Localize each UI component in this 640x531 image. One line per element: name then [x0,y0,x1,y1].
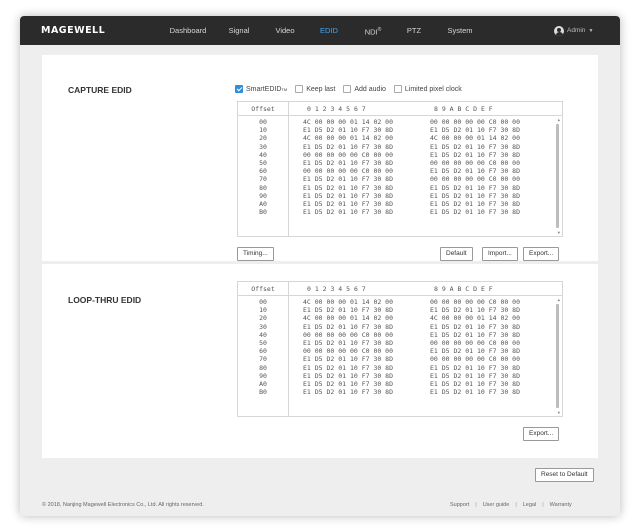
offset-header: Offset [251,285,275,293]
capture-options [235,85,470,93]
row-offset: 70 [259,355,267,364]
row-bytes: E1 D5 D2 01 10 F7 30 8D [303,322,394,331]
hex-row [238,388,562,396]
row-offset: 70 [259,175,267,184]
row-bytes: 4C 00 00 00 01 14 02 00 [430,134,521,143]
row-bytes: E1 D5 D2 01 10 F7 30 8D [303,191,394,200]
row-bytes: 00 00 00 00 00 C0 00 00 [430,355,521,364]
row-bytes: E1 D5 D2 01 10 F7 30 8D [430,142,521,151]
hex-row [238,347,562,355]
row-offset: 60 [259,347,267,356]
row-bytes: E1 D5 D2 01 10 F7 30 8D [430,208,521,217]
row-offset: 50 [259,338,267,347]
row-bytes: E1 D5 D2 01 10 F7 30 8D [430,183,521,192]
row-bytes: E1 D5 D2 01 10 F7 30 8D [430,379,521,388]
row-bytes: E1 D5 D2 01 10 F7 30 8D [303,338,394,347]
hex-row [238,372,562,380]
footer [20,500,620,516]
hex-row [238,355,562,363]
hex-row [238,323,562,331]
row-offset: 20 [259,314,267,323]
row-bytes: E1 D5 D2 01 10 F7 30 8D [303,388,394,397]
scroll-up-icon[interactable]: ▲ [557,297,560,302]
smartedid-label: SmartEDID [246,85,282,93]
add-audio-label: Add audio [354,85,386,93]
import-button[interactable]: Import... [482,247,518,261]
row-bytes: 00 00 00 00 00 C0 00 00 [303,330,394,339]
scroll-up-icon[interactable]: ▲ [557,117,560,122]
scroll-down-icon[interactable]: ▼ [557,410,560,415]
footer-separator: | [515,502,517,508]
copyright-text: © 2018, Nanjing Magewell Electronics Co., Ltd. All rights reserved. [42,502,204,508]
row-offset: 10 [259,306,267,315]
row-bytes: E1 D5 D2 01 10 F7 30 8D [430,371,521,380]
column-divider [288,282,289,296]
nav-edid[interactable]: EDID [320,26,338,35]
byte-header-high: 8 9 A B C D E F [434,285,493,293]
row-offset: 60 [259,167,267,176]
add-audio-option[interactable] [343,85,386,93]
row-bytes: E1 D5 D2 01 10 F7 30 8D [303,306,394,315]
row-offset: 90 [259,371,267,380]
user-guide-link[interactable]: User guide [482,502,510,508]
keep-last-option[interactable] [295,85,335,93]
row-bytes: E1 D5 D2 01 10 F7 30 8D [430,388,521,397]
nav-system[interactable]: System [447,26,473,35]
row-bytes: E1 D5 D2 01 10 F7 30 8D [303,142,394,151]
row-bytes: 00 00 00 00 00 C0 00 00 [430,175,521,184]
browser-window [20,16,620,516]
hex-row [238,192,562,200]
row-bytes: E1 D5 D2 01 10 F7 30 8D [430,363,521,372]
hex-row [238,314,562,322]
chevron-down-icon: ▼ [588,27,594,34]
hex-row [238,143,562,151]
hex-row [238,298,562,306]
keep-last-checkbox[interactable] [295,85,303,93]
byte-header-high: 8 9 A B C D E F [434,105,493,113]
hex-table-body [238,116,562,236]
nav-video[interactable]: Video [275,26,295,35]
add-audio-checkbox[interactable] [343,85,351,93]
magewell-logo[interactable]: MAGEWELL [41,25,106,36]
footer-links [450,502,572,508]
row-bytes: E1 D5 D2 01 10 F7 30 8D [430,126,521,135]
hex-rows [238,298,562,396]
user-menu[interactable] [554,16,593,45]
hex-row [238,167,562,175]
smartedid-checkbox[interactable] [235,85,243,93]
warranty-link[interactable]: Warranty [549,502,572,508]
row-offset: A0 [259,199,267,208]
nav-ndi[interactable] [360,16,386,45]
row-bytes: 00 00 00 00 00 C0 00 00 [303,150,394,159]
row-offset: 30 [259,142,267,151]
row-bytes: E1 D5 D2 01 10 F7 30 8D [430,306,521,315]
byte-header-low: 0 1 2 3 4 5 6 7 [307,285,366,293]
loop-thru-scrollbar[interactable] [556,304,559,408]
row-bytes: 4C 00 00 00 01 14 02 00 [430,314,521,323]
row-bytes: E1 D5 D2 01 10 F7 30 8D [303,208,394,217]
row-offset: 00 [259,298,267,306]
default-button[interactable]: Default [440,247,473,261]
hex-table-body [238,296,562,416]
row-offset: 40 [259,150,267,159]
scroll-down-icon[interactable]: ▼ [557,230,560,235]
nav-ptz[interactable]: PTZ [406,26,422,35]
hex-row [238,118,562,126]
hex-table-header [238,282,562,296]
hex-row [238,151,562,159]
loop-thru-edid-title: LOOP-THRU EDID [68,295,142,305]
capture-edid-panel [42,55,598,261]
hex-row [238,339,562,347]
capture-edid-hex-table[interactable] [237,101,563,237]
row-bytes: 00 00 00 00 00 C0 00 00 [430,298,521,306]
row-bytes: E1 D5 D2 01 10 F7 30 8D [430,191,521,200]
support-link[interactable]: Support [450,502,470,508]
hex-row [238,331,562,339]
limited-pixel-clock-option[interactable] [394,85,462,93]
reset-to-default-button[interactable]: Reset to Default [535,468,594,482]
row-offset: A0 [259,379,267,388]
avatar-icon [554,26,564,36]
row-offset: 80 [259,363,267,372]
column-divider [288,102,289,116]
hex-row [238,306,562,314]
row-bytes: 00 00 00 00 00 C0 00 00 [430,158,521,167]
row-offset: B0 [259,388,267,397]
byte-header-low: 0 1 2 3 4 5 6 7 [307,105,366,113]
nav-ndi-registered-mark: ® [377,27,382,33]
hex-row [238,208,562,216]
row-bytes: 4C 00 00 00 01 14 02 00 [303,134,394,143]
footer-separator: | [542,502,544,508]
nav-dashboard[interactable]: Dashboard [169,26,207,35]
row-offset: 00 [259,118,267,126]
row-bytes: E1 D5 D2 01 10 F7 30 8D [430,199,521,208]
hex-row [238,159,562,167]
row-bytes: 4C 00 00 00 01 14 02 00 [303,298,394,306]
row-bytes: E1 D5 D2 01 10 F7 30 8D [303,363,394,372]
smartedid-tm: TM [281,86,288,92]
row-bytes: E1 D5 D2 01 10 F7 30 8D [303,183,394,192]
smartedid-option[interactable] [235,85,287,93]
footer-separator: | [475,502,477,508]
hex-row [238,380,562,388]
row-bytes: E1 D5 D2 01 10 F7 30 8D [430,167,521,176]
row-bytes: E1 D5 D2 01 10 F7 30 8D [303,371,394,380]
row-bytes: 00 00 00 00 00 C0 00 00 [430,118,521,126]
row-offset: 90 [259,191,267,200]
row-offset: 40 [259,330,267,339]
row-offset: 50 [259,158,267,167]
capture-edid-title: CAPTURE EDID [68,85,132,95]
row-bytes: E1 D5 D2 01 10 F7 30 8D [303,199,394,208]
row-bytes: E1 D5 D2 01 10 F7 30 8D [303,175,394,184]
row-bytes: E1 D5 D2 01 10 F7 30 8D [430,330,521,339]
row-bytes: E1 D5 D2 01 10 F7 30 8D [303,126,394,135]
loop-thru-edid-hex-table[interactable] [237,281,563,417]
row-offset: 20 [259,134,267,143]
keep-last-label: Keep last [306,85,336,93]
loop-thru-edid-panel [42,264,598,458]
hex-row [238,175,562,183]
capture-export-button[interactable]: Export... [523,247,559,261]
hex-row [238,126,562,134]
hex-row [238,200,562,208]
row-offset: 30 [259,322,267,331]
row-offset: 10 [259,126,267,135]
row-bytes: E1 D5 D2 01 10 F7 30 8D [430,150,521,159]
offset-header: Offset [251,105,275,113]
row-bytes: 00 00 00 00 00 C0 00 00 [303,167,394,176]
hex-row [238,184,562,192]
user-name: Admin [567,27,586,34]
row-bytes: 4C 00 00 00 01 14 02 00 [303,118,394,126]
row-bytes: E1 D5 D2 01 10 F7 30 8D [303,158,394,167]
hex-row [238,134,562,142]
row-bytes: E1 D5 D2 01 10 F7 30 8D [303,379,394,388]
row-bytes: E1 D5 D2 01 10 F7 30 8D [430,347,521,356]
row-bytes: 00 00 00 00 00 C0 00 00 [430,338,521,347]
row-bytes: E1 D5 D2 01 10 F7 30 8D [303,355,394,364]
row-bytes: E1 D5 D2 01 10 F7 30 8D [430,322,521,331]
loop-thru-export-button[interactable]: Export... [523,427,559,441]
limited-pixel-clock-checkbox[interactable] [394,85,402,93]
nav-ndi-label: NDI [364,27,378,37]
timing-button[interactable]: Timing... [237,247,274,261]
row-bytes: 00 00 00 00 00 C0 00 00 [303,347,394,356]
top-nav-bar [20,16,620,45]
row-bytes: 4C 00 00 00 01 14 02 00 [303,314,394,323]
hex-rows [238,118,562,216]
capture-scrollbar[interactable] [556,124,559,228]
nav-signal[interactable]: Signal [228,26,250,35]
row-offset: B0 [259,208,267,217]
limited-pixel-clock-label: Limited pixel clock [404,85,462,93]
row-offset: 80 [259,183,267,192]
hex-table-header [238,102,562,116]
hex-row [238,364,562,372]
legal-link[interactable]: Legal [522,502,537,508]
